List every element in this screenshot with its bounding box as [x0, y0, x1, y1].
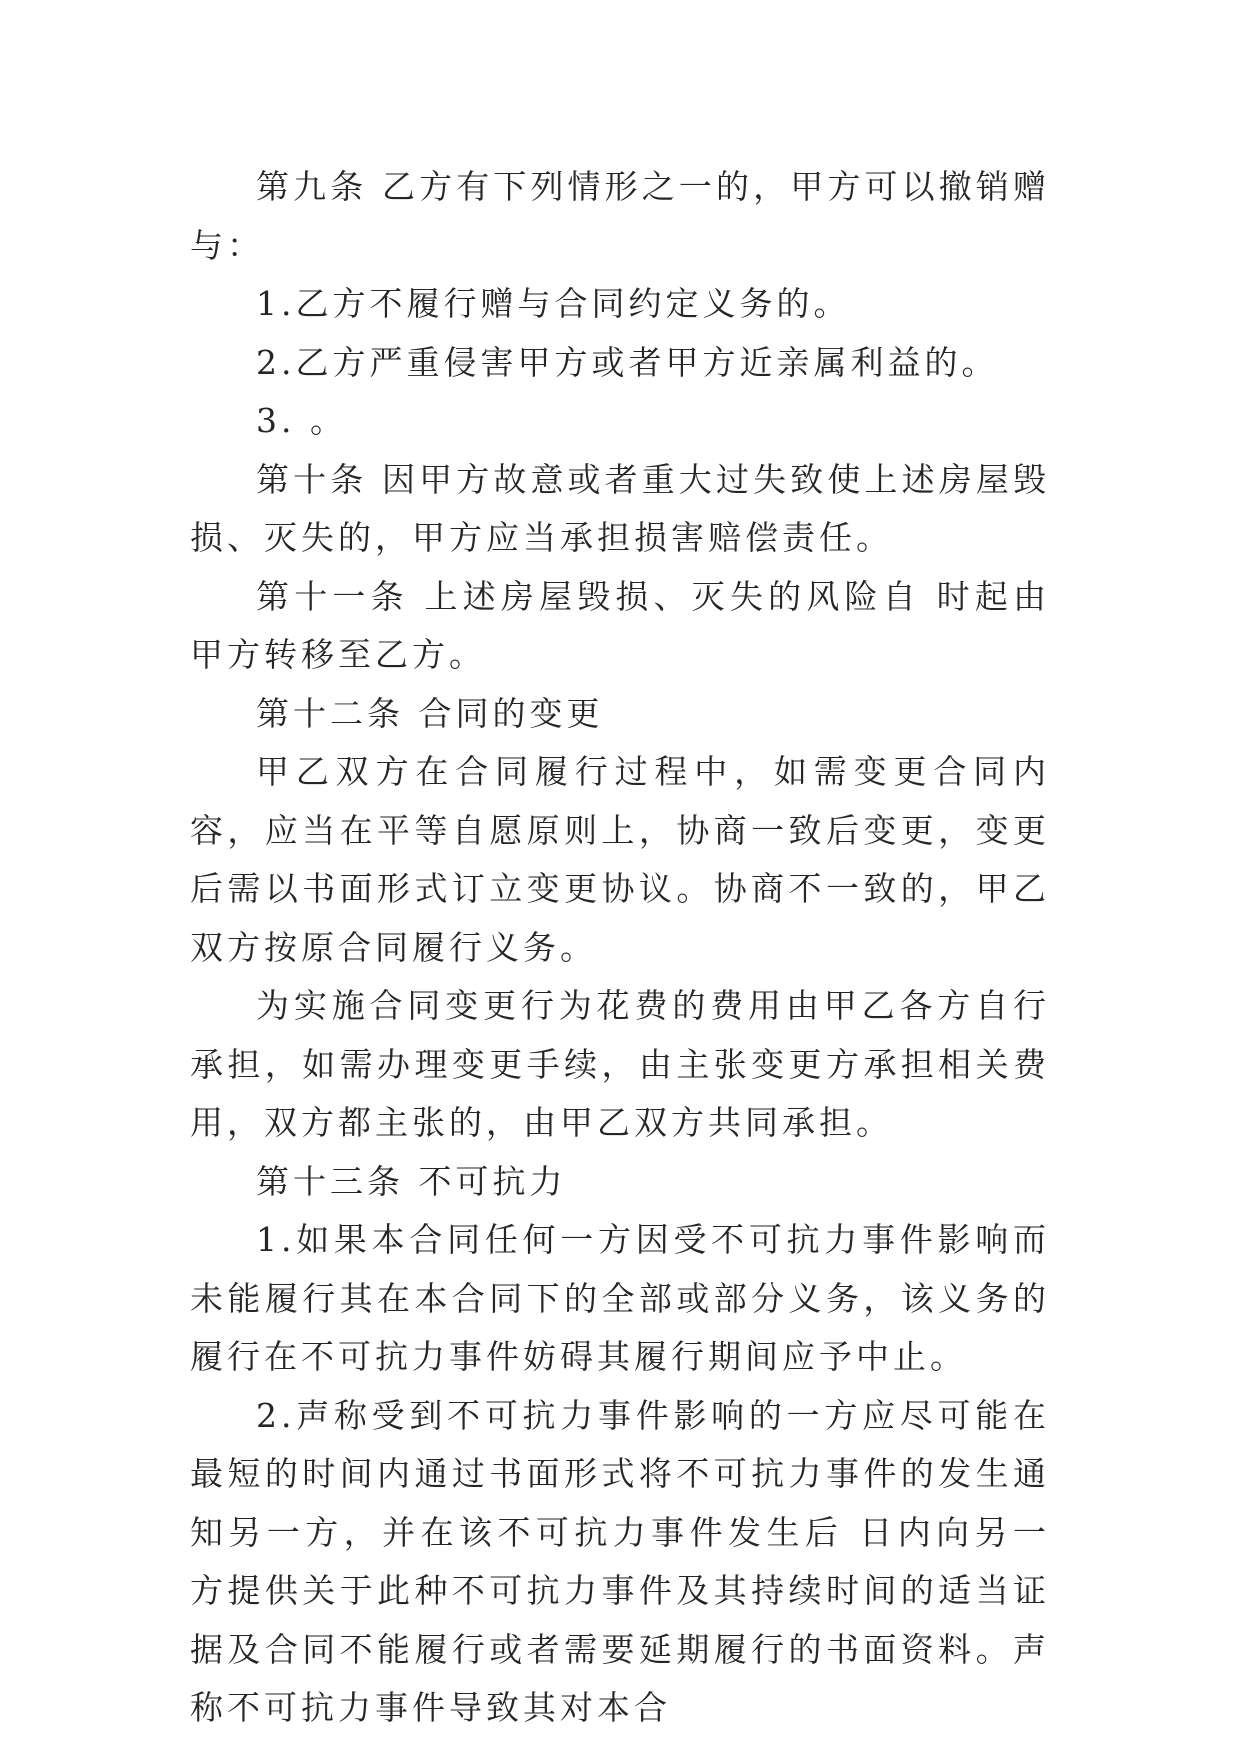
clause-11: 第十一条 上述房屋毁损、灭失的风险自 时起由甲方转移至乙方。: [190, 576, 1050, 674]
clause-13-item-2: 2.声称受到不可抗力事件影响的一方应尽可能在最短的时间内通过书面形式将不可抗力事件的发生通知另一方，并在该不可抗力事件发生后 日内向另一方提供关于此种不可抗力事件及其持续时间的适当证据及合同不能履行或者需要延期履行的书面资料。声称不可抗力事件导致其对本合: [190, 1395, 1050, 1727]
clause-10: 第十条 因甲方故意或者重大过失致使上述房屋毁损、灭失的，甲方应当承担损害赔偿责任。: [190, 459, 1050, 557]
clause-13-item-1: 1.如果本合同任何一方因受不可抗力事件影响而未能履行其在本合同下的全部或部分义务，该义务的履行在不可抗力事件妨碍其履行期间应予中止。: [190, 1220, 1050, 1376]
clause-12-heading: 第十二条 合同的变更: [256, 693, 604, 733]
clause-13-heading: 第十三条 不可抗力: [256, 1161, 567, 1201]
clause-9-item-3: 3. 。: [256, 401, 347, 440]
clause-9-item-1: 1.乙方不履行赠与合同约定义务的。: [256, 284, 851, 323]
clause-12-paragraph-1: 甲乙双方在合同履行过程中，如需变更合同内容，应当在平等自愿原则上，协商一致后变更，变更后需以书面形式订立变更协议。协商不一致的，甲乙双方按原合同履行义务。: [190, 752, 1050, 967]
document-body: [190, 158, 1050, 1738]
clause-9-heading: 第九条 乙方有下列情形之一的，甲方可以撤销赠与：: [190, 167, 1050, 265]
clause-9-item-2: 2.乙方严重侵害甲方或者甲方近亲属利益的。: [256, 342, 999, 382]
clause-12-paragraph-2: 为实施合同变更行为花费的费用由甲乙各方自行承担，如需办理变更手续，由主张变更方承担相关费用，双方都主张的，由甲乙双方共同承担。: [190, 986, 1050, 1142]
